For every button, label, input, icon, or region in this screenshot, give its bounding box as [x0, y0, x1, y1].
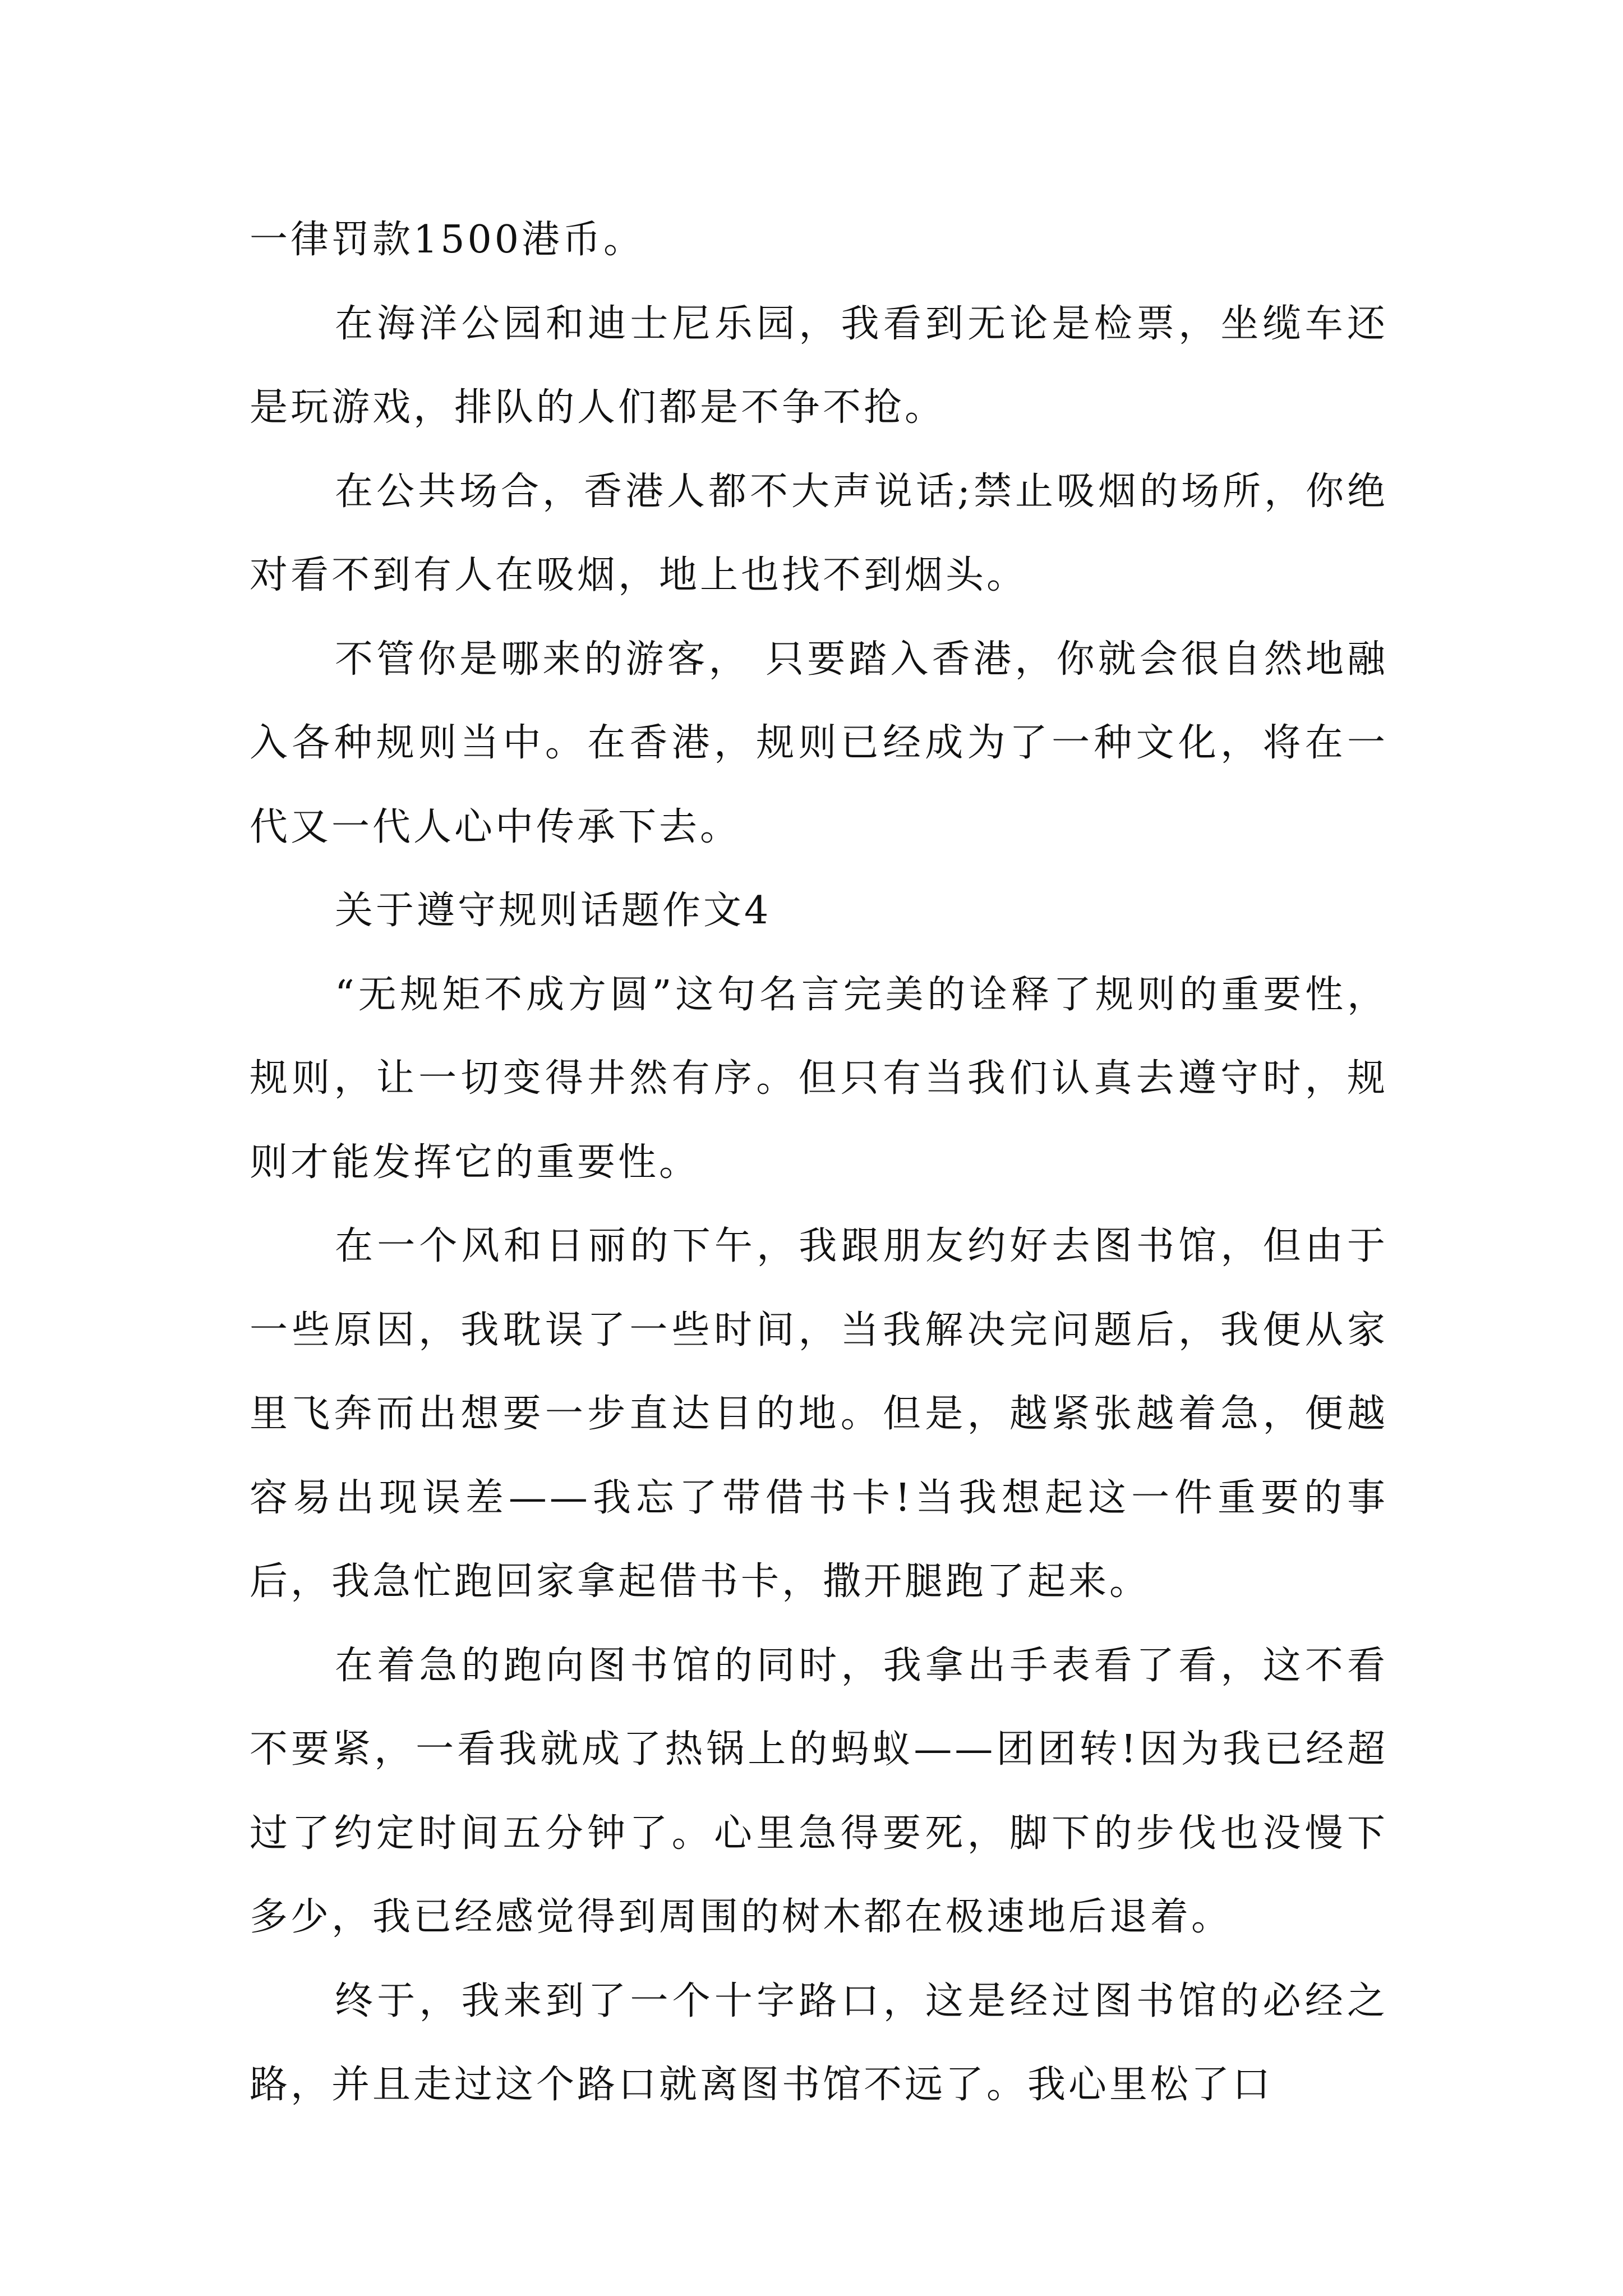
paragraph-public-places: 在公共场合，香港人都不大声说话;禁止吸烟的场所，你绝对看不到有人在吸烟，地上也找不到烟头。: [250, 469, 1388, 597]
document-body: [250, 198, 1388, 2127]
paragraph-queue: 在海洋公园和迪士尼乐园，我看到无论是检票，坐缆车还是玩游戏，排队的人们都是不争不抢。: [250, 301, 1388, 430]
paragraph-library-trip: 在一个风和日丽的下午，我跟朋友约好去图书馆，但由于一些原因，我耽误了一些时间，当我解决完问题后，我便从家里飞奔而出想要一步直达目的地。但是，越紧张越着急，便越容易出现误差——我忘了带借书卡!当我想起这一件重要的事后，我急忙跑回家拿起借书卡，撒开腿跑了起来。: [250, 1224, 1388, 1604]
paragraph-fine-continuation: 一律罚款1500港币。: [250, 218, 645, 262]
paragraph-running-late: 在着急的跑向图书馆的同时，我拿出手表看了看，这不看不要紧，一看我就成了热锅上的蚂蚁——团团转!因为我已经超过了约定时间五分钟了。心里急得要死，脚下的步伐也没慢下多少，我已经感觉得到周围的树木都在极速地后退着。: [250, 1643, 1388, 1939]
paragraph-crossroad: 终于，我来到了一个十字路口，这是经过图书馆的必经之路，并且走过这个路口就离图书馆不远了。我心里松了口: [250, 1978, 1388, 2107]
essay-heading: 关于遵守规则话题作文4: [335, 889, 772, 933]
paragraph-rules-culture: 不管你是哪来的游客， 只要踏入香港，你就会很自然地融入各种规则当中。在香港，规则已经成为了一种文化，将在一代又一代人心中传承下去。: [250, 637, 1388, 849]
paragraph-proverb: “无规矩不成方圆”这句名言完美的诠释了规则的重要性，规则，让一切变得井然有序。但只有当我们认真去遵守时，规则才能发挥它的重要性。: [250, 972, 1388, 1185]
